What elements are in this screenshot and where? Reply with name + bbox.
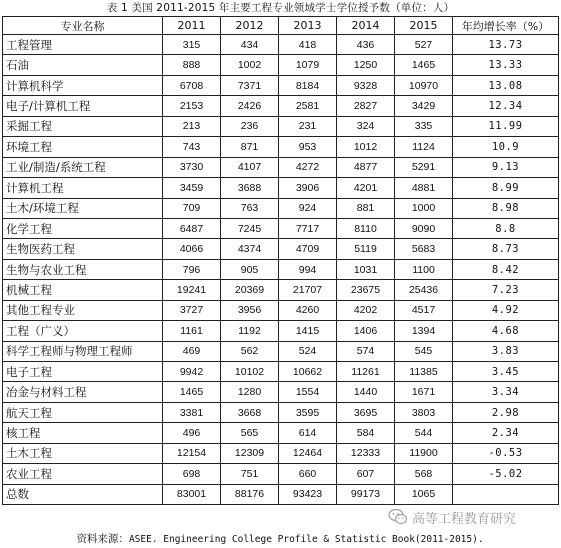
growth-rate-cell: 13.08 [453, 75, 559, 95]
year-value-cell: 9328 [337, 75, 395, 95]
growth-rate-cell: 12.34 [453, 96, 559, 116]
growth-rate-cell [453, 484, 559, 504]
year-value-cell: 4202 [337, 300, 395, 320]
growth-rate-cell: 8.98 [453, 198, 559, 218]
year-value-cell: 565 [221, 423, 279, 443]
year-value-cell: 231 [279, 116, 337, 136]
year-value-cell: 1124 [395, 137, 453, 157]
table-row [3, 259, 559, 279]
year-value-cell: 5683 [395, 239, 453, 259]
year-value-cell: 3459 [163, 178, 221, 198]
source-note [2, 531, 558, 547]
year-value-cell: 324 [337, 116, 395, 136]
year-value-cell: 1012 [337, 137, 395, 157]
year-value-cell: 7245 [221, 218, 279, 238]
table-row [3, 382, 559, 402]
year-value-cell: 20369 [221, 280, 279, 300]
year-value-cell: 6487 [163, 218, 221, 238]
major-name-cell: 计算机科学 [3, 75, 163, 95]
table-row [3, 178, 559, 198]
year-value-cell: 607 [337, 464, 395, 484]
major-name-cell: 其他工程专业 [3, 300, 163, 320]
table-row [3, 423, 559, 443]
year-value-cell: 4709 [279, 239, 337, 259]
header-year: 2014 [337, 17, 395, 35]
header-name: 专业名称 [3, 17, 163, 35]
growth-rate-cell: 2.98 [453, 402, 559, 422]
year-value-cell: 11385 [395, 362, 453, 382]
year-value-cell: 315 [163, 35, 221, 55]
table-row [3, 137, 559, 157]
table-row [3, 280, 559, 300]
major-name-cell: 农业工程 [3, 464, 163, 484]
growth-rate-cell: -5.02 [453, 464, 559, 484]
year-value-cell: 562 [221, 341, 279, 361]
year-value-cell: 436 [337, 35, 395, 55]
year-value-cell: 905 [221, 259, 279, 279]
year-value-cell: 1002 [221, 55, 279, 75]
year-value-cell: 527 [395, 35, 453, 55]
growth-rate-cell: 3.83 [453, 341, 559, 361]
year-value-cell: 12309 [221, 443, 279, 463]
year-value-cell: 763 [221, 198, 279, 218]
year-value-cell: 4374 [221, 239, 279, 259]
year-value-cell: 614 [279, 423, 337, 443]
major-name-cell: 生物医药工程 [3, 239, 163, 259]
year-value-cell: 3688 [221, 178, 279, 198]
wechat-icon [388, 507, 408, 527]
year-value-cell: 544 [395, 423, 453, 443]
major-name-cell: 总数 [3, 484, 163, 504]
growth-rate-cell: 8.8 [453, 218, 559, 238]
year-value-cell: 4272 [279, 157, 337, 177]
source-text: ASEE. Engineering College Profile & Statistic Book(2011-2015). [128, 534, 484, 545]
table-body [3, 35, 559, 505]
growth-rate-cell: 4.92 [453, 300, 559, 320]
year-value-cell: 434 [221, 35, 279, 55]
year-value-cell: 2153 [163, 96, 221, 116]
growth-rate-cell: 8.99 [453, 178, 559, 198]
year-value-cell: 871 [221, 137, 279, 157]
year-value-cell: 1394 [395, 321, 453, 341]
major-name-cell: 冶金与材料工程 [3, 382, 163, 402]
growth-rate-cell: -0.53 [453, 443, 559, 463]
year-value-cell: 19241 [163, 280, 221, 300]
major-name-cell: 土木/环境工程 [3, 198, 163, 218]
year-value-cell: 698 [163, 464, 221, 484]
year-value-cell: 3695 [337, 402, 395, 422]
growth-rate-cell: 11.99 [453, 116, 559, 136]
year-value-cell: 924 [279, 198, 337, 218]
year-value-cell: 7371 [221, 75, 279, 95]
year-value-cell: 1031 [337, 259, 395, 279]
major-name-cell: 计算机工程 [3, 178, 163, 198]
year-value-cell: 4260 [279, 300, 337, 320]
major-name-cell: 电子/计算机工程 [3, 96, 163, 116]
table-row [3, 362, 559, 382]
year-value-cell: 4066 [163, 239, 221, 259]
year-value-cell: 1465 [163, 382, 221, 402]
year-value-cell: 5291 [395, 157, 453, 177]
year-value-cell: 10970 [395, 75, 453, 95]
major-name-cell: 电子工程 [3, 362, 163, 382]
year-value-cell: 83001 [163, 484, 221, 504]
year-value-cell: 1065 [395, 484, 453, 504]
year-value-cell: 6708 [163, 75, 221, 95]
major-name-cell: 工程（广义） [3, 321, 163, 341]
table-row [3, 96, 559, 116]
year-value-cell: 8110 [337, 218, 395, 238]
year-value-cell: 2581 [279, 96, 337, 116]
year-value-cell: 88176 [221, 484, 279, 504]
growth-rate-cell: 10.9 [453, 137, 559, 157]
table-row [3, 443, 559, 463]
major-name-cell: 石油 [3, 55, 163, 75]
year-value-cell: 3906 [279, 178, 337, 198]
year-value-cell: 1100 [395, 259, 453, 279]
growth-rate-cell: 9.13 [453, 157, 559, 177]
table-row [3, 402, 559, 422]
year-value-cell: 3595 [279, 402, 337, 422]
year-value-cell: 4107 [221, 157, 279, 177]
table-row [3, 464, 559, 484]
year-value-cell: 10102 [221, 362, 279, 382]
growth-rate-cell: 4.68 [453, 321, 559, 341]
header-year: 2015 [395, 17, 453, 35]
growth-rate-cell: 13.33 [453, 55, 559, 75]
year-value-cell: 3668 [221, 402, 279, 422]
major-name-cell: 采掘工程 [3, 116, 163, 136]
year-value-cell: 574 [337, 341, 395, 361]
year-value-cell: 881 [337, 198, 395, 218]
year-value-cell: 335 [395, 116, 453, 136]
major-name-cell: 土木工程 [3, 443, 163, 463]
year-value-cell: 4201 [337, 178, 395, 198]
year-value-cell: 1671 [395, 382, 453, 402]
year-value-cell: 953 [279, 137, 337, 157]
growth-rate-cell: 8.42 [453, 259, 559, 279]
year-value-cell: 751 [221, 464, 279, 484]
year-value-cell: 1415 [279, 321, 337, 341]
table-row [3, 116, 559, 136]
table-row [3, 198, 559, 218]
year-value-cell: 3429 [395, 96, 453, 116]
major-name-cell: 生物与农业工程 [3, 259, 163, 279]
growth-rate-cell: 13.73 [453, 35, 559, 55]
table-row [3, 321, 559, 341]
year-value-cell: 12333 [337, 443, 395, 463]
year-value-cell: 21707 [279, 280, 337, 300]
major-name-cell: 核工程 [3, 423, 163, 443]
year-value-cell: 8184 [279, 75, 337, 95]
year-value-cell: 213 [163, 116, 221, 136]
year-value-cell: 3727 [163, 300, 221, 320]
major-name-cell: 机械工程 [3, 280, 163, 300]
year-value-cell: 709 [163, 198, 221, 218]
table-row [3, 484, 559, 504]
year-value-cell: 469 [163, 341, 221, 361]
header-year: 2012 [221, 17, 279, 35]
year-value-cell: 4877 [337, 157, 395, 177]
watermark-text: 高等工程教育研究 [412, 511, 517, 527]
year-value-cell: 1280 [221, 382, 279, 402]
year-value-cell: 994 [279, 259, 337, 279]
year-value-cell: 2827 [337, 96, 395, 116]
year-value-cell: 418 [279, 35, 337, 55]
year-value-cell: 1079 [279, 55, 337, 75]
growth-rate-cell: 7.23 [453, 280, 559, 300]
header-growth-rate: 年均增长率（%） [453, 17, 559, 35]
year-value-cell: 3956 [221, 300, 279, 320]
year-value-cell: 1250 [337, 55, 395, 75]
year-value-cell: 660 [279, 464, 337, 484]
growth-rate-cell: 3.34 [453, 382, 559, 402]
year-value-cell: 1161 [163, 321, 221, 341]
table-row [3, 157, 559, 177]
header-year: 2011 [163, 17, 221, 35]
year-value-cell: 1000 [395, 198, 453, 218]
year-value-cell: 1440 [337, 382, 395, 402]
growth-rate-cell: 8.73 [453, 239, 559, 259]
year-value-cell: 10662 [279, 362, 337, 382]
table-row [3, 218, 559, 238]
major-name-cell: 工程管理 [3, 35, 163, 55]
year-value-cell: 12154 [163, 443, 221, 463]
table-row [3, 239, 559, 259]
growth-rate-cell: 3.45 [453, 362, 559, 382]
year-value-cell: 11261 [337, 362, 395, 382]
year-value-cell: 524 [279, 341, 337, 361]
year-value-cell: 545 [395, 341, 453, 361]
major-name-cell: 航天工程 [3, 402, 163, 422]
year-value-cell: 236 [221, 116, 279, 136]
year-value-cell: 11900 [395, 443, 453, 463]
year-value-cell: 3381 [163, 402, 221, 422]
year-value-cell: 496 [163, 423, 221, 443]
year-value-cell: 888 [163, 55, 221, 75]
year-value-cell: 3803 [395, 402, 453, 422]
year-value-cell: 3730 [163, 157, 221, 177]
year-value-cell: 93423 [279, 484, 337, 504]
year-value-cell: 4517 [395, 300, 453, 320]
year-value-cell: 1465 [395, 55, 453, 75]
table-row [3, 75, 559, 95]
table-row [3, 35, 559, 55]
table-caption: 表 1 美国 2011-2015 年主要工程专业领域学士学位授予数（单位：人） [106, 2, 455, 14]
major-name-cell: 环境工程 [3, 137, 163, 157]
year-value-cell: 1406 [337, 321, 395, 341]
year-value-cell: 1554 [279, 382, 337, 402]
year-value-cell: 5119 [337, 239, 395, 259]
year-value-cell: 796 [163, 259, 221, 279]
table-row [3, 55, 559, 75]
year-value-cell: 2426 [221, 96, 279, 116]
major-name-cell: 工业/制造/系统工程 [3, 157, 163, 177]
table-row [3, 300, 559, 320]
year-value-cell: 23675 [337, 280, 395, 300]
year-value-cell: 4881 [395, 178, 453, 198]
source-prefix: 资料来源： [76, 533, 129, 545]
year-value-cell: 12464 [279, 443, 337, 463]
table-row [3, 341, 559, 361]
watermark [388, 506, 516, 528]
header-row [3, 17, 559, 35]
major-name-cell: 科学工程师与物理工程师 [3, 341, 163, 361]
major-name-cell: 化学工程 [3, 218, 163, 238]
year-value-cell: 584 [337, 423, 395, 443]
year-value-cell: 7717 [279, 218, 337, 238]
degrees-table [2, 16, 559, 505]
year-value-cell: 568 [395, 464, 453, 484]
year-value-cell: 9942 [163, 362, 221, 382]
year-value-cell: 743 [163, 137, 221, 157]
growth-rate-cell: 2.34 [453, 423, 559, 443]
year-value-cell: 9090 [395, 218, 453, 238]
header-year: 2013 [279, 17, 337, 35]
year-value-cell: 1192 [221, 321, 279, 341]
year-value-cell: 99173 [337, 484, 395, 504]
year-value-cell: 25436 [395, 280, 453, 300]
